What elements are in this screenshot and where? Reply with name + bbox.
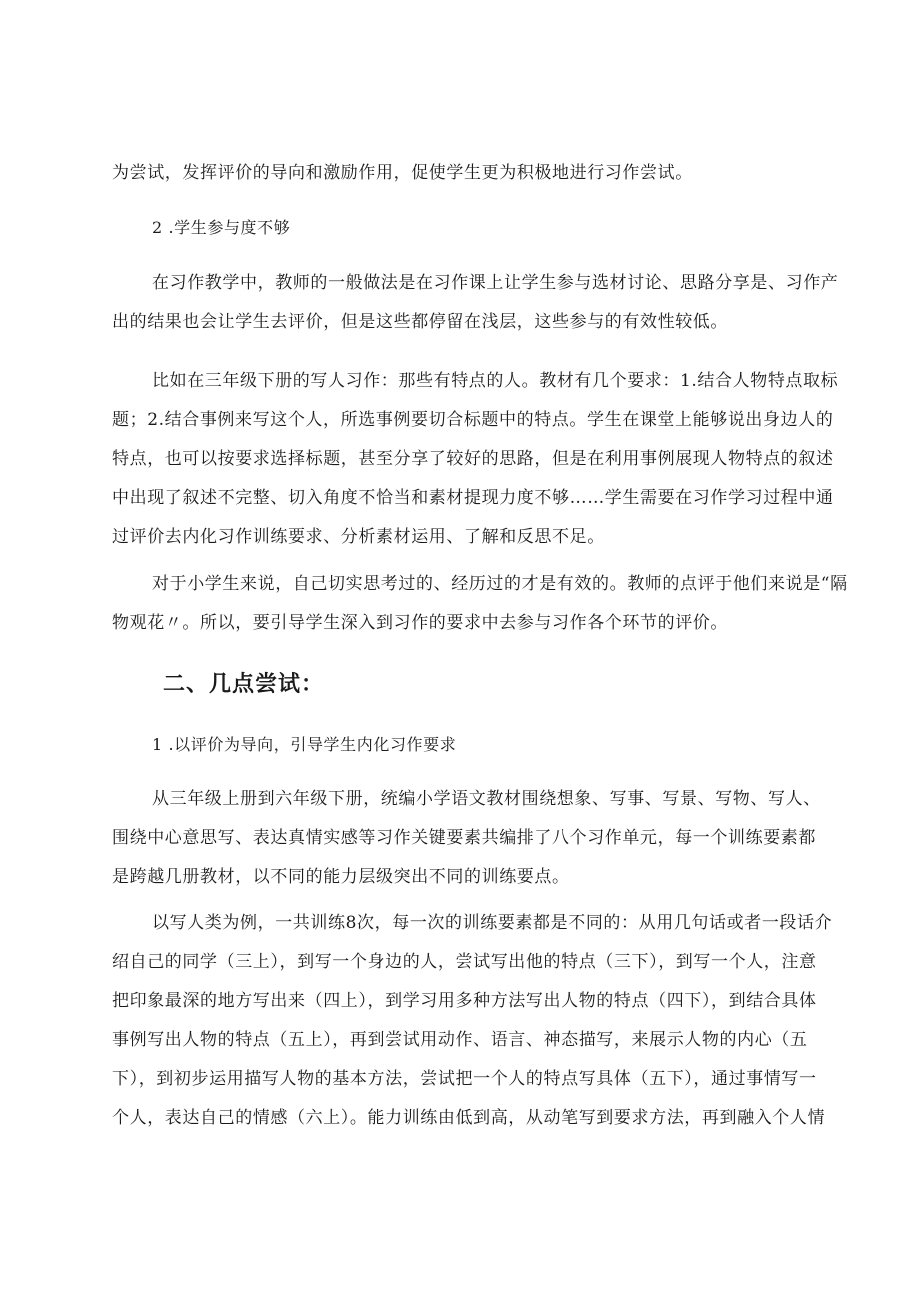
text-line: 中出现了叙述不完整、切入角度不恰当和素材提现力度不够……学生需要在习作学习过程中通 bbox=[112, 488, 834, 508]
paragraph-primary-students bbox=[112, 565, 848, 643]
text-line: 出的结果也会让学生去评价，但是这些都停留在浅层，这些参与的有效性较低。 bbox=[112, 312, 728, 332]
paragraph-person-writing-example bbox=[112, 904, 833, 1138]
text-line: 下），到初步运用描写人物的基本方法，尝试把一个人的特点写具体（五下），通过事情写一 bbox=[112, 1069, 817, 1089]
text-line: 从三年级上册到六年级下册，统编小学语文教材围绕想象、写事、写景、写物、写人、 bbox=[152, 789, 821, 809]
text-line: 以写人类为例，一共训练8次，每一次的训练要素都是不同的：从用几句话或者一段话介 bbox=[152, 913, 833, 933]
text-line: 把印象最深的地方写出来（四上），到学习用多种方法写出人物的特点（四下），到结合具体 bbox=[112, 991, 817, 1011]
text-line: 对于小学生来说，自己切实思考过的、经历过的才是有效的。教师的点评于他们来说是“隔 bbox=[152, 574, 848, 594]
text-line: 特点，也可以按要求选择标题，甚至分享了较好的思路，但是在利用事例展现人物特点的叙述 bbox=[112, 449, 834, 469]
paragraph-continuation bbox=[112, 154, 812, 193]
text-line: 物观花〃。所以，要引导学生深入到习作的要求中去参与习作各个环节的评价。 bbox=[112, 613, 728, 633]
text-line: 在习作教学中，教师的一般做法是在习作课上让学生参与选材讨论、思路分享是、习作产 bbox=[152, 273, 839, 293]
text-line: 事例写出人物的特点（五上），再到尝试用动作、语言、神态描写，来展示人物的内心（五 bbox=[112, 1030, 808, 1050]
text-line: 比如在三年级下册的写人习作：那些有特点的人。教材有几个要求：1.结合人物特点取标 bbox=[152, 371, 839, 391]
text-line: 题；2.结合事例来写这个人，所选事例要切合标题中的特点。学生在课堂上能够说出身边人的 bbox=[112, 410, 834, 430]
text-line: 为尝试，发挥评价的导向和激励作用，促使学生更为积极地进行习作尝试。 bbox=[112, 163, 693, 183]
subheading-student-participation: 2 .学生参与度不够 bbox=[152, 218, 291, 237]
paragraph-textbook-units bbox=[112, 780, 821, 897]
section-heading: 二、几点尝试： bbox=[163, 671, 325, 697]
paragraph-teaching-practice bbox=[112, 264, 839, 342]
paragraph-grade3-example bbox=[112, 362, 839, 557]
text-line: 围绕中心意思写、表达真情实感等习作关键要素共编排了八个习作单元，每一个训练要素都 bbox=[112, 828, 816, 848]
subheading-evaluation-guidance: 1 .以评价为导向，引导学生内化习作要求 bbox=[152, 735, 457, 754]
text-line: 是跨越几册教材，以不同的能力层级突出不同的训练要点。 bbox=[112, 867, 570, 887]
text-line: 过评价去内化习作训练要求、分析素材运用、了解和反思不足。 bbox=[112, 527, 605, 547]
text-line: 个人，表达自己的情感（六上）。能力训练由低到高，从动笔写到要求方法，再到融入个人情 bbox=[112, 1108, 826, 1128]
text-line: 绍自己的同学（三上），到写一个身边的人，尝试写出他的特点（三下），到写一个人，注意 bbox=[112, 952, 817, 972]
